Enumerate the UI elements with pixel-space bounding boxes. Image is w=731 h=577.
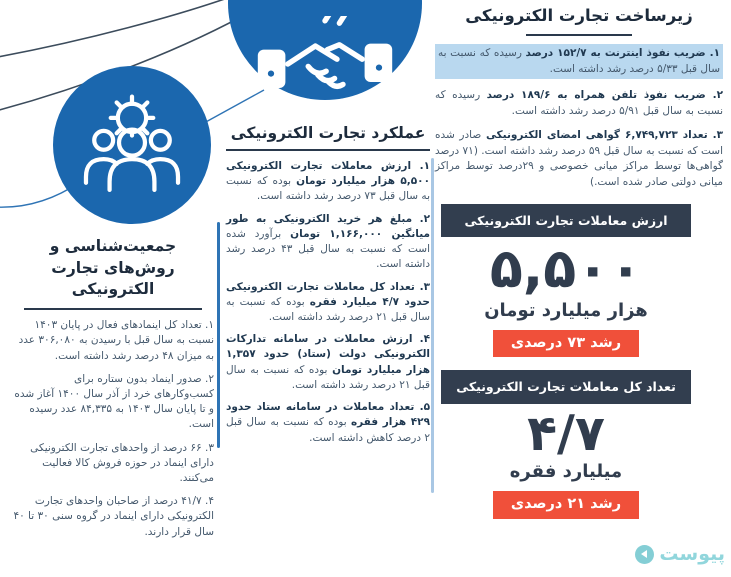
item-rest: رسیده که نسبت به سال قبل ۵/۹۱ درصد رشد داشته است. (435, 89, 723, 117)
item-lead: ۲. ضریب نفوذ تلفن همراه به ۱۸۹/۶ درصد (486, 89, 723, 102)
item-rest: برآورد شده است که نسبت به سال قبل ۴۳ درصد رشد داشته است. (226, 227, 431, 271)
item-rest: صادر شده است که نسبت به سال قبل ۵۹ درصد رشد داشته است. (۷۱ درصد گواهی‌ها توسط مراکز میانی خصوصی و ۲۹درصد توسط مراکز میانی دولتی صادر شده است.) (435, 129, 724, 188)
demographics-item-2: ۲. صدور اینماد بدون ستاره برای کسب‌وکارهای خرد از آذر سال ۱۴۰۰ آغاز شده و تا پایان سال ۱۴۰۳ به ۸۴,۳۳۵ عدد رسیده است. (14, 372, 214, 431)
peivast-logo (635, 543, 725, 565)
performance-item-4 (226, 332, 430, 393)
title-rule (526, 34, 632, 36)
stat-value-amount: ۵,۵۰۰ (489, 237, 643, 301)
performance-item-3 (226, 280, 430, 326)
item-rest: بوده که نسبت به سال قبل ۲۱ درصد رشد داشته است. (226, 363, 430, 391)
infrastructure-item-3 (435, 128, 723, 190)
growth-badge-21: رشد ۲۱ درصدی (493, 491, 639, 518)
item-lead: ۴. ارزش معاملات در سامانه تدارکات الکترونیکی دولت (ستاد) حدود ۱,۳۵۷ هزار میلیارد تومان (226, 333, 431, 376)
column-divider-left (217, 222, 220, 448)
performance-section (226, 124, 430, 453)
performance-item-5 (226, 400, 430, 446)
item-lead: ۲. مبلغ هر خرید الکترونیکی به طور میانگین ۱,۱۶۶,۰۰۰ تومان (226, 212, 431, 240)
stat-unit-amount: هزار میلیارد تومان (484, 299, 648, 321)
stat-banner-value: ارزش معاملات تجارت الکترونیکی (441, 204, 691, 238)
demographics-title: جمعیت‌شناسی و روش‌های تجارت الکترونیکی (49, 237, 177, 299)
performance-item-1 (226, 159, 430, 205)
demographics-item-4: ۴. ۴۱/۷ درصد از صاحبان واحدهای تجارت الکترونیکی دارای اینماد در گروه سنی ۳۰ تا ۴۰ سال قرار دارند. (13, 495, 214, 538)
item-lead: ۳. تعداد کل معاملات تجارت الکترونیکی حدود ۴/۷ میلیارد فقره (226, 280, 430, 308)
peivast-logo-icon (635, 545, 654, 564)
title-rule (24, 308, 202, 310)
item-lead: ۱. ضریب نفوذ اینترنت به ۱۵۲/۷ درصد (525, 47, 720, 60)
item-lead: ۱. ارزش معاملات تجارت الکترونیکی ۵,۵۰۰ هزار میلیارد تومان (226, 160, 430, 188)
peivast-logo-text: پیوست (659, 543, 725, 565)
handshake-icon (228, 0, 422, 100)
infrastructure-item-1 (435, 44, 723, 79)
item-rest: بوده که نسبت به سال قبل ۲ درصد کاهش داشته است. (226, 416, 430, 444)
stat-unit-count: میلیارد فقره (509, 461, 623, 483)
performance-title: عملکرد تجارت الکترونیکی (230, 124, 426, 142)
item-lead: ۳. تعداد ۶,۷۴۹,۷۲۳ گواهی امضای الکترونیکی (485, 129, 724, 142)
growth-badge-73: رشد ۷۳ درصدی (493, 330, 639, 357)
title-rule (226, 149, 430, 151)
demographics-section (12, 236, 214, 548)
item-rest: بوده که نسبت به سال قبل ۲۱ درصد رشد داشته است. (226, 295, 430, 323)
performance-item-2 (226, 212, 430, 273)
column-divider-right (431, 158, 434, 493)
team-gear-glyph (73, 86, 191, 204)
demographics-item-3: ۳. ۶۶ درصد از واحدهای تجارت الکترونیکی دارای اینماد در حوزه فروش کالا فعالیت می‌کنند. (30, 441, 214, 485)
triangle-icon (641, 550, 647, 558)
item-rest: بوده که نسبت به سال قبل ۷۳ درصد رشد داشته است. (226, 175, 430, 203)
demographics-item-1: ۱. تعداد کل اینمادهای فعال در پایان ۱۴۰۳ نسبت به سال قبل با رسیدن به ۳۰۶,۰۸۰ عدد به میزان ۴۸ درصد رشد داشته است. (18, 319, 214, 362)
stat-banner-count: تعداد کل معاملات تجارت الکترونیکی (441, 370, 691, 404)
team-gear-icon (53, 66, 211, 224)
item-rest: رسیده که نسبت به سال قبل ۵/۳۳ درصد رشد داشته است. (438, 47, 720, 75)
infrastructure-item-2 (435, 88, 723, 119)
infrastructure-title: زیرساخت تجارت الکترونیکی (465, 6, 693, 25)
handshake-glyph (250, 16, 400, 100)
stat-value-count: ۴/۷ (527, 404, 605, 462)
stat-callouts (441, 204, 691, 528)
item-lead: ۵. تعداد معاملات در سامانه ستاد حدود ۴۲۹ هزار فقره (226, 401, 430, 429)
infrastructure-section (435, 0, 723, 528)
